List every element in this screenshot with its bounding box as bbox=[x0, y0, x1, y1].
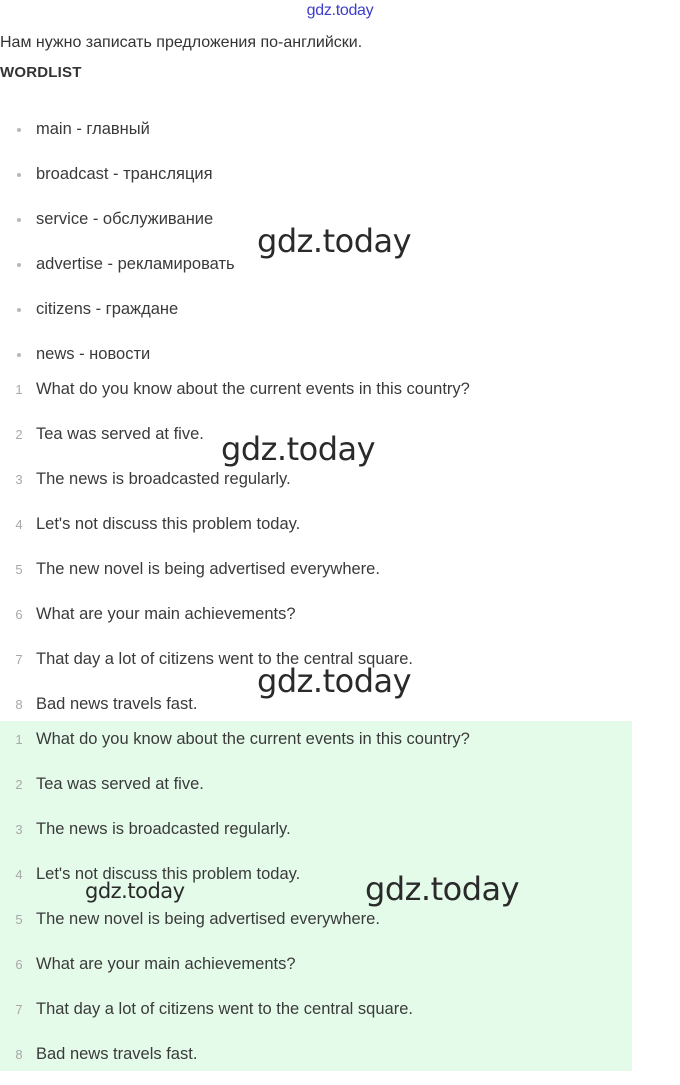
sentence-text: The news is broadcasted regularly. bbox=[36, 470, 291, 488]
answer-item bbox=[0, 1040, 470, 1085]
sentence-number: 1 bbox=[15, 382, 23, 397]
sentence-text: What do you know about the current events in this country? bbox=[36, 380, 470, 398]
sentence-number: 5 bbox=[15, 562, 23, 577]
wordlist-heading: WORDLIST bbox=[0, 64, 82, 81]
answer-text: Tea was served at five. bbox=[36, 775, 204, 793]
watermark-top: gdz.today bbox=[306, 2, 374, 19]
sentence-number: 7 bbox=[15, 652, 23, 667]
answer-number: 4 bbox=[15, 867, 23, 882]
wordlist-item-text: service - обслуживание bbox=[36, 210, 214, 228]
sentence-item bbox=[0, 465, 470, 510]
sentence-item bbox=[0, 510, 470, 555]
answer-number: 2 bbox=[15, 777, 23, 792]
answer-text: The news is broadcasted regularly. bbox=[36, 820, 291, 838]
sentence-item bbox=[0, 600, 470, 645]
answer-item bbox=[0, 905, 470, 950]
sentence-item bbox=[0, 375, 470, 420]
answer-number: 6 bbox=[15, 957, 23, 972]
wordlist-item bbox=[0, 160, 235, 205]
sentence-item bbox=[0, 555, 470, 600]
wordlist-item bbox=[0, 295, 235, 340]
sentence-text: Tea was served at five. bbox=[36, 425, 204, 443]
wordlist-item bbox=[0, 115, 235, 160]
watermark: gdz.today bbox=[85, 879, 185, 903]
wordlist-item-text: main - главный bbox=[36, 120, 150, 138]
answer-text: The new novel is being advertised everywhere. bbox=[36, 910, 380, 928]
wordlist-item-text: advertise - рекламировать bbox=[36, 255, 235, 273]
sentence-number: 2 bbox=[15, 427, 23, 442]
answer-item bbox=[0, 815, 470, 860]
bullet-icon bbox=[17, 263, 21, 267]
watermark: gdz.today bbox=[257, 222, 412, 260]
answer-number: 8 bbox=[15, 1047, 23, 1062]
sentence-text: Bad news travels fast. bbox=[36, 695, 198, 713]
bullet-icon bbox=[17, 218, 21, 222]
wordlist-item bbox=[0, 205, 235, 250]
answer-number: 5 bbox=[15, 912, 23, 927]
wordlist-item-text: broadcast - трансляция bbox=[36, 165, 213, 183]
answer-number: 7 bbox=[15, 1002, 23, 1017]
sentence-text: What are your main achievements? bbox=[36, 605, 296, 623]
bullet-icon bbox=[17, 308, 21, 312]
sentence-number: 3 bbox=[15, 472, 23, 487]
sentence-text: Let's not discuss this problem today. bbox=[36, 515, 301, 533]
wordlist-item-text: citizens - граждане bbox=[36, 300, 179, 318]
sentence-number: 6 bbox=[15, 607, 23, 622]
bullet-icon bbox=[17, 353, 21, 357]
sentence-text: The new novel is being advertised everywhere. bbox=[36, 560, 380, 578]
wordlist-item bbox=[0, 250, 235, 295]
answer-item bbox=[0, 950, 470, 995]
answer-number: 1 bbox=[15, 732, 23, 747]
answer-text: What are your main achievements? bbox=[36, 955, 296, 973]
answer-item bbox=[0, 770, 470, 815]
watermark: gdz.today bbox=[365, 870, 520, 908]
answer-text: Bad news travels fast. bbox=[36, 1045, 198, 1063]
wordlist-item-text: news - новости bbox=[36, 345, 151, 363]
sentence-text: That day a lot of citizens went to the central square. bbox=[36, 650, 413, 668]
sentence-number: 4 bbox=[15, 517, 23, 532]
answer-text: Let's not discuss this problem today. bbox=[36, 865, 301, 883]
bullet-icon bbox=[17, 128, 21, 132]
wordlist bbox=[0, 115, 235, 385]
bullet-icon bbox=[17, 173, 21, 177]
answer-number: 3 bbox=[15, 822, 23, 837]
watermark: gdz.today bbox=[221, 430, 376, 468]
sentence-number: 8 bbox=[15, 697, 23, 712]
watermark: gdz.today bbox=[257, 662, 412, 700]
answer-text: That day a lot of citizens went to the central square. bbox=[36, 1000, 413, 1018]
intro-text: Нам нужно записать предложения по-английски. bbox=[0, 34, 363, 51]
answer-text: What do you know about the current events in this country? bbox=[36, 730, 470, 748]
answer-item bbox=[0, 995, 470, 1040]
answer-item bbox=[0, 725, 470, 770]
